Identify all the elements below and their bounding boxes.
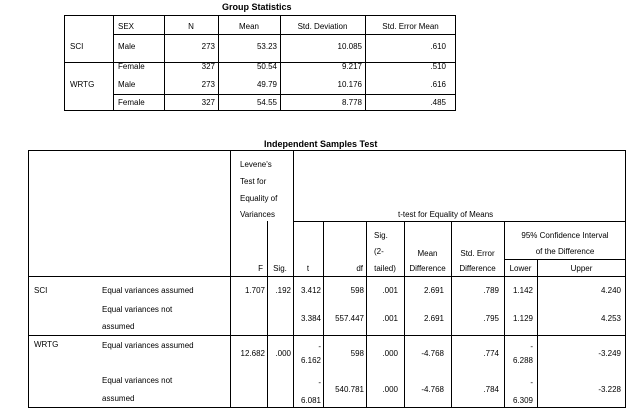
ist-cell-lower: 1.129 bbox=[512, 314, 533, 323]
ist-cell-df: 557.447 bbox=[335, 314, 364, 323]
ist-cell-f: 12.682 bbox=[240, 349, 265, 358]
ist-cell-mean-diff: -4.768 bbox=[421, 349, 444, 358]
gs-header-sex: SEX bbox=[118, 22, 135, 31]
ist-cell-mean-diff: -4.768 bbox=[421, 385, 444, 394]
ist-row-assumption: assumed bbox=[102, 394, 135, 403]
independent-samples-test-title: Independent Samples Test bbox=[264, 139, 378, 149]
group-statistics-title: Group Statistics bbox=[222, 2, 292, 12]
levene-header: Levene's bbox=[240, 160, 272, 169]
levene-header: Test for bbox=[240, 177, 267, 186]
ist-row-assumption: Equal variances not bbox=[102, 376, 173, 385]
ist-cell-upper: 4.253 bbox=[600, 314, 621, 323]
ist-cell-upper: 4.240 bbox=[600, 286, 621, 295]
gs-row-sd: 10.176 bbox=[337, 80, 362, 89]
col-sig2: tailed) bbox=[374, 264, 396, 273]
gs-row-sex: Male bbox=[118, 42, 136, 51]
ist-cell-lower: 6.309 bbox=[512, 396, 533, 405]
gs-header-n: N bbox=[188, 22, 194, 31]
ist-cell-t: 3.412 bbox=[300, 286, 321, 295]
ist-cell-se-diff: .774 bbox=[483, 349, 499, 358]
ist-cell-upper: -3.249 bbox=[598, 349, 621, 358]
col-mean-diff: Mean bbox=[417, 249, 438, 258]
gs-header-mean: Mean bbox=[238, 22, 259, 31]
gs-row-var: SCI bbox=[70, 42, 84, 51]
gs-row-n: 327 bbox=[201, 62, 215, 71]
ist-cell-lower: - bbox=[530, 342, 533, 351]
gs-row-n: 327 bbox=[201, 98, 215, 107]
ist-row-assumption: Equal variances assumed bbox=[102, 341, 194, 350]
gs-row-sex: Female bbox=[118, 62, 145, 71]
levene-header: Equality of bbox=[240, 194, 278, 203]
gs-row-sd: 10.085 bbox=[337, 42, 362, 51]
gs-row-mean: 53.23 bbox=[256, 42, 277, 51]
ist-cell-t: - bbox=[318, 342, 321, 351]
ist-cell-lower: 1.142 bbox=[512, 286, 533, 295]
ist-cell-t: 3.384 bbox=[300, 314, 321, 323]
gs-row-se: .485 bbox=[430, 98, 446, 107]
gs-row-mean: 54.55 bbox=[256, 98, 277, 107]
col-t: t bbox=[306, 264, 310, 273]
col-se-diff: Std. Error bbox=[460, 249, 495, 258]
ist-row-assumption: Equal variances not bbox=[102, 305, 173, 314]
gs-row-se: .610 bbox=[430, 42, 446, 51]
col-upper: Upper bbox=[570, 264, 593, 273]
ist-cell-se-diff: .795 bbox=[483, 314, 499, 323]
ci-header: of the Difference bbox=[535, 247, 595, 256]
ist-row-var: WRTG bbox=[34, 340, 59, 349]
ist-cell-se-diff: .784 bbox=[483, 385, 499, 394]
gs-row-mean: 50.54 bbox=[256, 62, 277, 71]
ist-row-assumption: Equal variances assumed bbox=[102, 286, 194, 295]
col-lower: Lower bbox=[509, 264, 532, 273]
gs-header-sd: Std. Deviation bbox=[297, 22, 348, 31]
col-sig: Sig. bbox=[273, 264, 287, 273]
ist-cell-sig: .000 bbox=[275, 349, 291, 358]
levene-header: Variances bbox=[240, 210, 275, 219]
gs-row-se: .616 bbox=[430, 80, 446, 89]
ist-cell-sig2: .000 bbox=[382, 349, 398, 358]
ist-cell-sig: .192 bbox=[275, 286, 291, 295]
ist-cell-df: 598 bbox=[350, 349, 364, 358]
gs-row-sex: Female bbox=[118, 98, 145, 107]
ist-cell-upper: -3.228 bbox=[598, 385, 621, 394]
ttest-header: t-test for Equality of Means bbox=[398, 210, 494, 219]
col-f: F bbox=[258, 264, 263, 273]
ist-cell-mean-diff: 2.691 bbox=[423, 286, 444, 295]
col-sig2: (2- bbox=[374, 247, 384, 256]
gs-row-sd: 8.778 bbox=[341, 98, 362, 107]
ist-cell-sig2: .001 bbox=[382, 286, 398, 295]
ist-cell-df: 540.781 bbox=[335, 385, 364, 394]
ist-cell-f: 1.707 bbox=[244, 286, 265, 295]
gs-row-var: WRTG bbox=[70, 80, 95, 89]
col-se-diff: Difference bbox=[459, 264, 496, 273]
ist-cell-t: 6.081 bbox=[300, 396, 321, 405]
ist-cell-t: 6.162 bbox=[300, 356, 321, 365]
gs-header-se: Std. Error Mean bbox=[382, 22, 439, 31]
gs-row-n: 273 bbox=[201, 42, 215, 51]
ist-cell-sig2: .001 bbox=[382, 314, 398, 323]
ist-cell-se-diff: .789 bbox=[483, 286, 499, 295]
ist-cell-lower: - bbox=[530, 378, 533, 387]
ist-cell-df: 598 bbox=[350, 286, 364, 295]
col-mean-diff: Difference bbox=[409, 264, 446, 273]
ist-cell-t: - bbox=[318, 378, 321, 387]
ist-cell-sig2: .000 bbox=[382, 385, 398, 394]
col-sig2: Sig. bbox=[374, 231, 388, 240]
ist-row-var: SCI bbox=[34, 286, 48, 295]
ist-row-assumption: assumed bbox=[102, 322, 135, 331]
ist-cell-lower: 6.288 bbox=[512, 356, 533, 365]
gs-row-sex: Male bbox=[118, 80, 136, 89]
ist-cell-mean-diff: 2.691 bbox=[423, 314, 444, 323]
col-df: df bbox=[356, 264, 363, 273]
gs-row-se: .510 bbox=[430, 62, 446, 71]
gs-row-n: 273 bbox=[201, 80, 215, 89]
gs-row-mean: 49.79 bbox=[256, 80, 277, 89]
gs-row-sd: 9.217 bbox=[341, 62, 362, 71]
ci-header: 95% Confidence Interval bbox=[521, 231, 609, 240]
